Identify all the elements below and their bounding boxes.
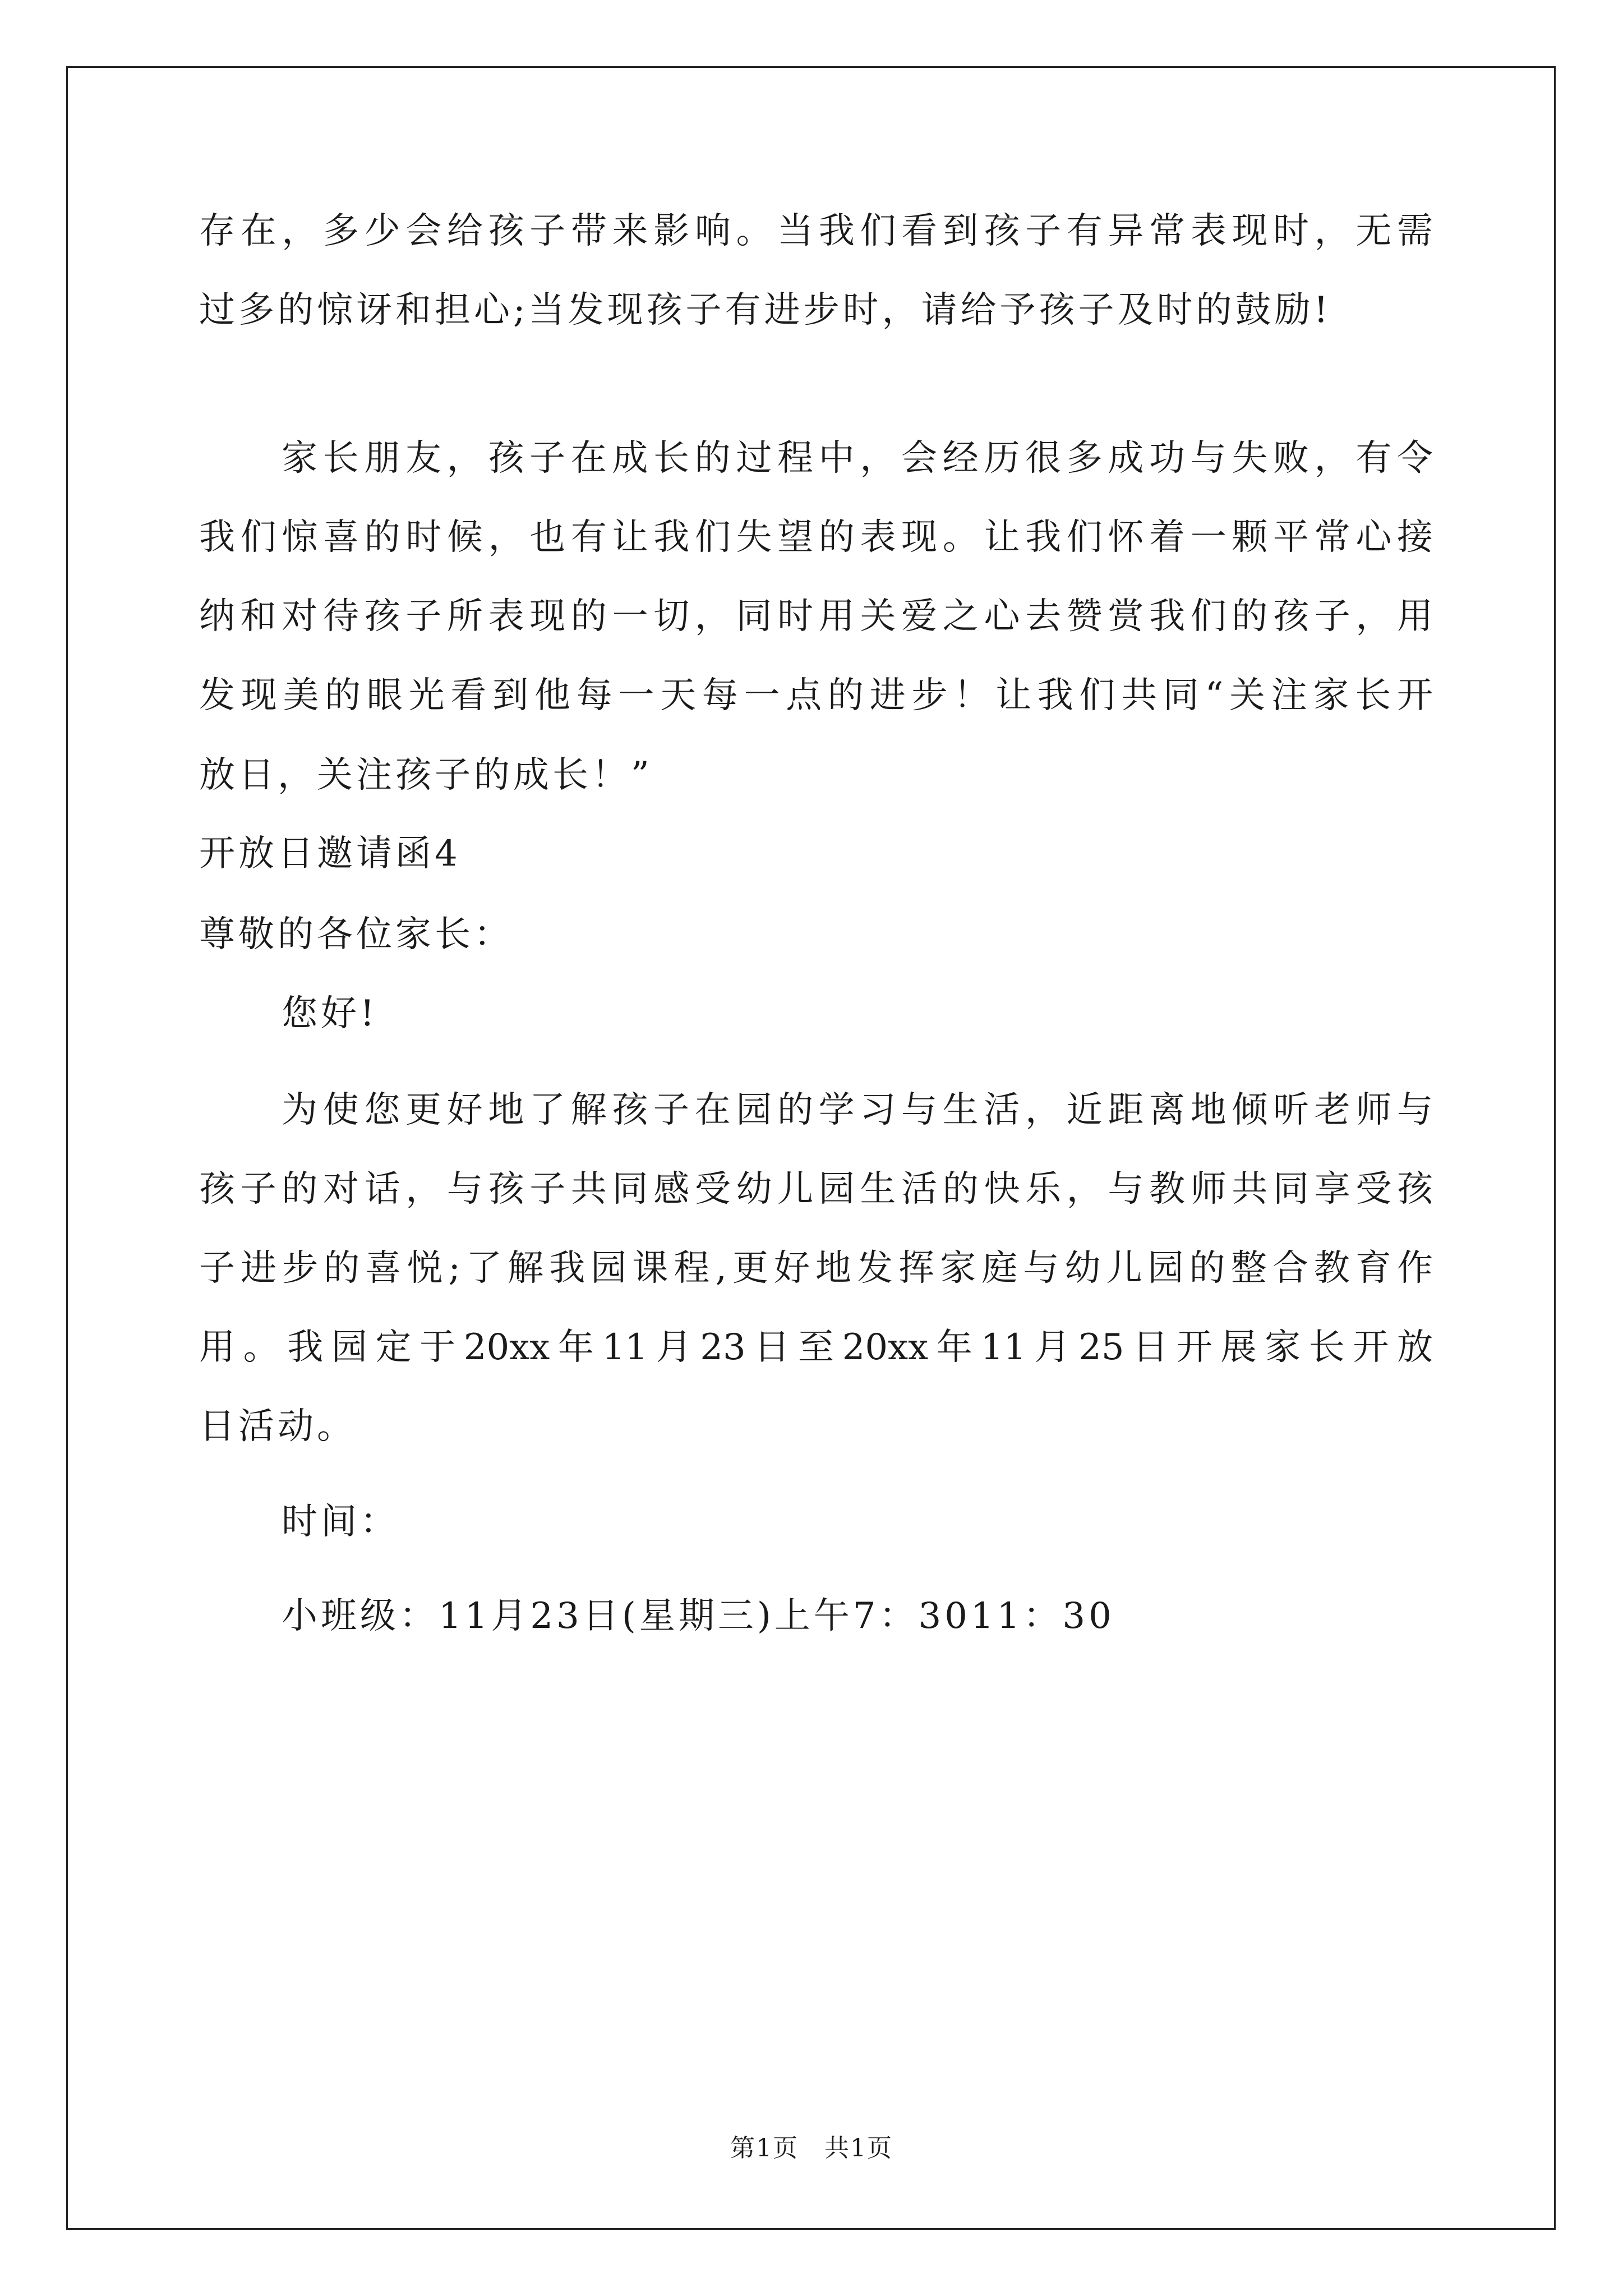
- paragraph-line: 发现美的眼光看到他每一天每一点的进步！让我们共同“关注家长开: [199, 675, 1433, 716]
- paragraph-line: 孩子的对话，与孩子共同感受幼儿园生活的快乐，与教师共同享受孩: [199, 1168, 1433, 1210]
- paragraph-line: 纳和对待孩子所表现的一切，同时用关爱之心去赞赏我们的孩子，用: [199, 596, 1433, 637]
- page-number-footer: 第1页 共1页: [730, 2134, 893, 2162]
- paragraph-line: 日活动。: [199, 1406, 356, 1447]
- paragraph-line: 用。我园定于20xx年11月23日至20xx年11月25日开展家长开放: [199, 1327, 1433, 1368]
- time-label: 时间：: [282, 1501, 399, 1543]
- schedule-line: 小班级：11月23日(星期三)上午7：3011：30: [282, 1595, 1115, 1637]
- paragraph-line: 放日，关注孩子的成长！”: [199, 754, 653, 796]
- paragraph-line: 子进步的喜悦;了解我园课程,更好地发挥家庭与幼儿园的整合教育作: [199, 1248, 1433, 1289]
- page-frame: [66, 66, 1556, 2230]
- paragraph-line: 过多的惊讶和担心;当发现孩子有进步时，请给予孩子及时的鼓励!: [199, 289, 1332, 331]
- paragraph-line: 我们惊喜的时候，也有让我们失望的表现。让我们怀着一颗平常心接: [199, 517, 1433, 558]
- greeting: 您好!: [282, 993, 378, 1034]
- paragraph-line: 存在，多少会给孩子带来影响。当我们看到孩子有异常表现时，无需: [199, 210, 1433, 252]
- section-heading: 开放日邀请函4: [199, 833, 461, 875]
- paragraph-line: 家长朋友，孩子在成长的过程中，会经历很多成功与失败，有令: [282, 438, 1433, 479]
- paragraph-line: 为使您更好地了解孩子在园的学习与生活，近距离地倾听老师与: [282, 1089, 1433, 1131]
- salutation: 尊敬的各位家长：: [199, 914, 513, 955]
